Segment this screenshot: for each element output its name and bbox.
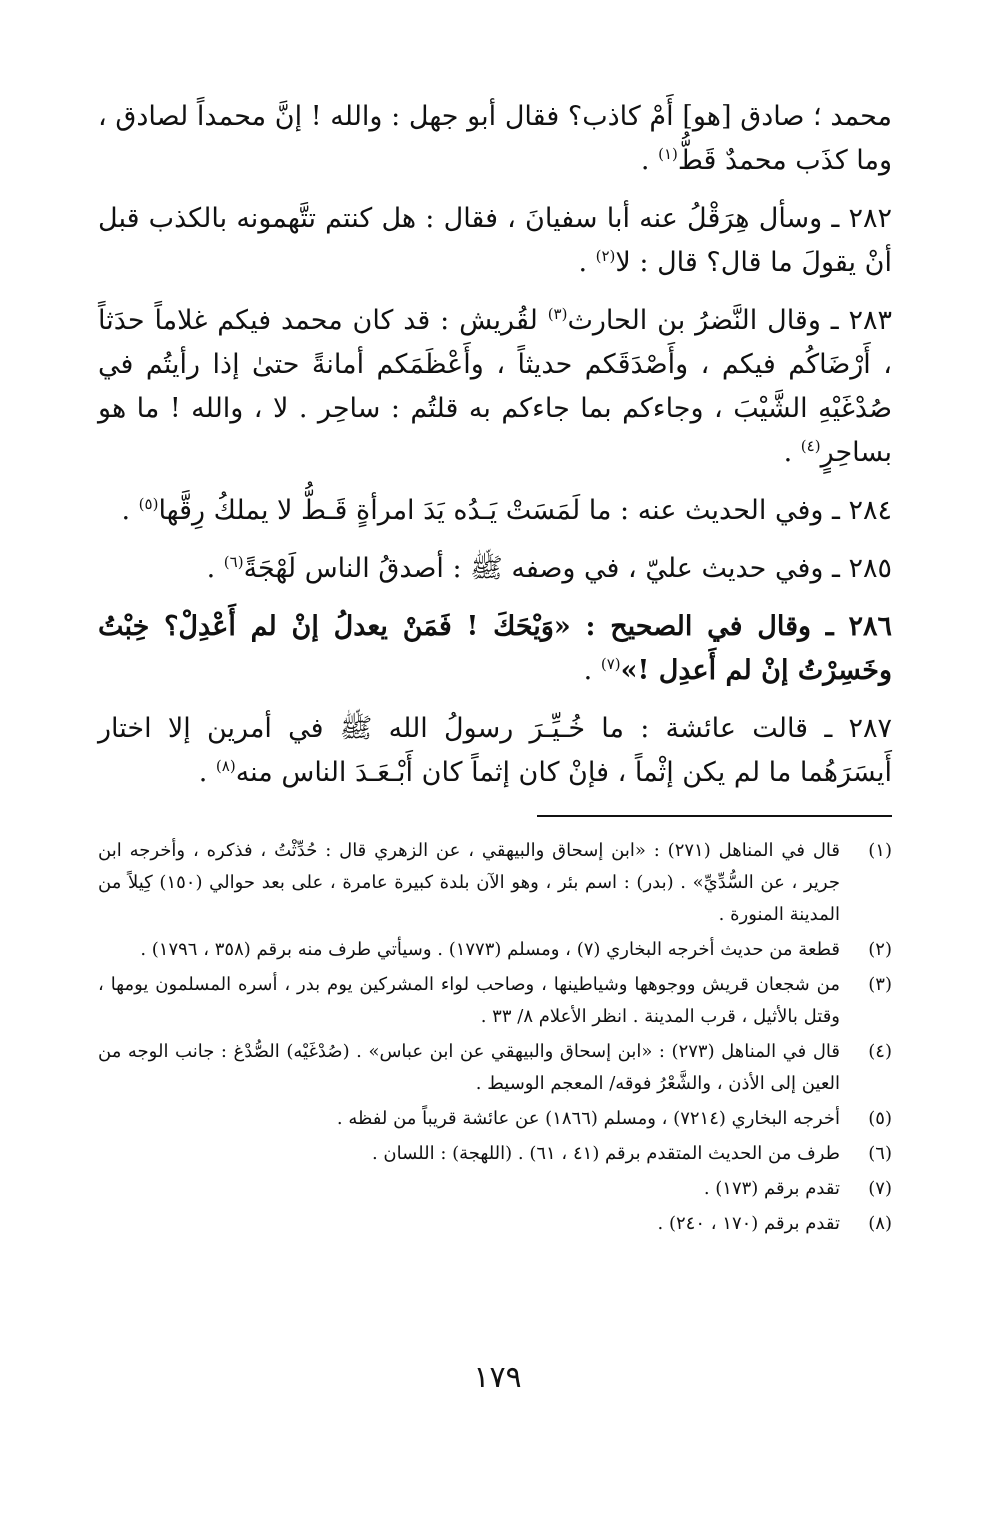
footnote-7 [98,1173,892,1205]
footnote-4 [98,1036,892,1100]
footnote-number: (٢) [868,939,892,960]
paragraph-1: محمد ؛ صادق [هو] أَمْ كاذب؟ فقال أبو جهل : والله ! إنَّ محمداً لصادق ، وما كذَب محمدٌ قَطُّ$^{(١)}$ . [98,101,892,176]
footnote-number: (٤) [868,1041,892,1062]
footnote-ref-6[interactable]: (٦) [223,553,244,571]
footnote-number: (٧) [868,1178,892,1199]
footnote-number: (٦) [868,1143,892,1164]
footnote-6 [98,1138,892,1170]
footnote-ref-2[interactable]: (٢) [595,247,616,265]
paragraph-286: ٢٨٦ ـ وقال في الصحيح : «وَيْحَكَ ! فَمَنْ يعدلُ إنْ لم أَعْدِلْ؟ خِبْتُ وخَسِرْتُ إنْ لم أَعدِل !»$^{(٧)}$ . [98,611,892,686]
footnote-5 [98,1103,892,1135]
footnote-ref-4[interactable]: (٤) [800,437,821,455]
paragraph-282: ٢٨٢ ـ وسأل هِرَقْلُ عنه أبا سفيانَ ، فقال : هل كنتم تتَّهمونه بالكذب قبل أنْ يقولَ ما قال؟ قال : لا$^{(٢)}$ . [98,203,892,278]
footnote-number: (١) [868,840,892,861]
footnote-text: قطعة من حديث أخرجه البخاري (٧) ، ومسلم (١٧٧٣) . وسيأتي طرف منه برقم (٣٥٨ ، ١٧٩٦) . [140,939,840,960]
footnote-text: طرف من الحديث المتقدم برقم (٤١ ، ٦١) . (اللهجة) : اللسان . [371,1143,840,1164]
footnote-ref-3[interactable]: (٣) [547,305,568,323]
footnote-text: تقدم برقم (١٧٣) . [703,1178,840,1199]
footnote-2 [98,934,892,966]
footnote-8 [98,1208,892,1240]
main-text [98,95,892,795]
footnote-text: قال في المناهل (٢٧١) : «ابن إسحاق والبيهقي ، عن الزهري قال : حُدِّثْتُ ، فذكره ، وأخرجه ابن جرير ، عن السُّدِّيِّ» . (بدر) : اسم بئر ، وهو الآن بلدة كبيرة عامرة ، على بعد حوالي (١٥٠) كِيلاً من المدينة المنورة . [98,840,840,925]
footnote-text: تقدم برقم (١٧٠ ، ٢٤٠) . [657,1213,840,1234]
footnote-number: (٥) [868,1108,892,1129]
footnote-divider [537,815,892,817]
footnote-ref-5[interactable]: (٥) [138,495,159,513]
page-number: ١٧٩ [473,1360,522,1395]
footnote-number: (٣) [868,974,892,995]
footnote-ref-7[interactable]: (٧) [600,655,621,673]
paragraph-284: ٢٨٤ ـ وفي الحديث عنه : ما لَمَسَتْ يَـدُه يَدَ امرأةٍ قَـطُّ لا يملكُ رِقَّها$^{(٥)}$ . [121,495,892,526]
footnote-ref-1[interactable]: (١) [658,145,678,163]
footnotes [98,835,892,1240]
footnote-ref-8[interactable]: (٨) [215,757,236,775]
footnote-3 [98,969,892,1033]
paragraph-285: ٢٨٥ ـ وفي حديث عليّ ، في وصفه ﷺ : أصدقُ الناس لَهْجَةً$^{(٦)}$ . [206,553,892,584]
footnote-text: أخرجه البخاري (٧٢١٤) ، ومسلم (١٨٦٦) عن عائشة قريباً من لفظه . [336,1108,840,1129]
paragraph-287: ٢٨٧ ـ قالت عائشة : ما خُـيِّـرَ رسولُ الله ﷺ في أمرين إلا اختار أَيسَرَهُما ما لم يكن إثْماً ، فإنْ كان إثماً كان أَبْـعَـدَ الناس منه$^{(٨)}$ . [98,713,892,788]
footnote-1 [98,835,892,931]
footnote-text: من شجعان قريش ووجوهها وشياطينها ، وصاحب لواء المشركين يوم بدر ، أسره المسلمون يومها ، وقتل بالأثيل ، قرب المدينة . انظر الأعلام ٨/ ٣٣ . [98,974,840,1027]
footnote-text: قال في المناهل (٢٧٣) : «ابن إسحاق والبيهقي عن ابن عباس» . (صُدْغَيْه) الصُّدْغ : جانب الوجه من العين إلى الأذن ، والشَّعْرُ فوقه/ المعجم الوسيط . [98,1041,840,1094]
paragraph-283: ٢٨٣ ـ وقال النَّضرُ بن الحارث$^{(٣)}$ لقُريش : قد كان محمد فيكم غلاماً حدَثاً ، أَرْضَاكُم فيكم ، وأَصْدَقَكم حديثاً ، وأَعْظَمَكم أمانةً حتىٰ إذا رأيتُم في صُدْغَيْهِ الشَّيْبَ ، وجاءكم بما جاءكم به قلتُم : ساحِر . لا ، والله ! ما هو بساحِرٍ$^{(٤)}$ . [98,305,892,468]
footnote-number: (٨) [868,1213,892,1234]
